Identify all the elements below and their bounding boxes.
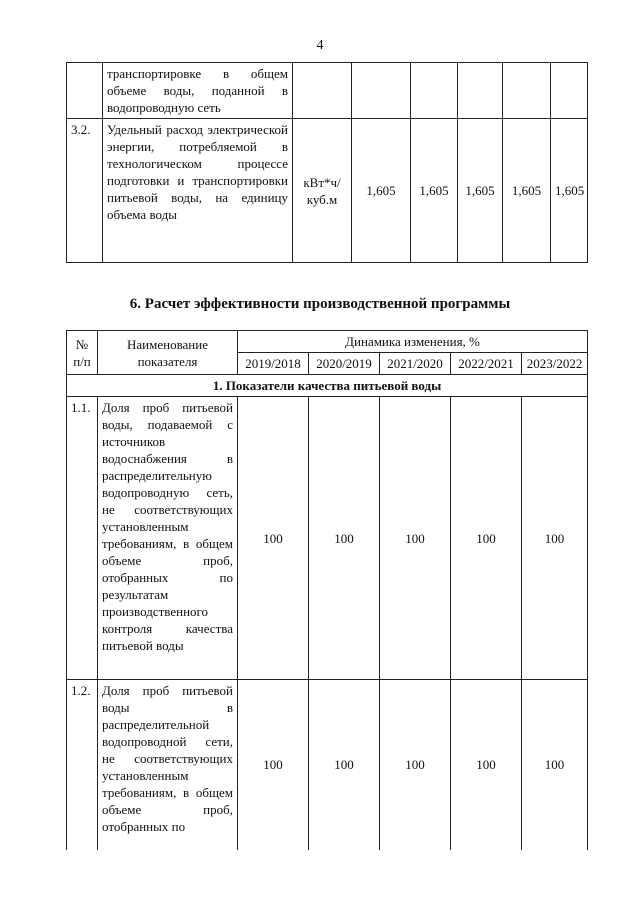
efficiency-table: [66, 330, 588, 850]
value-cell: 100: [522, 680, 588, 850]
table-row: [67, 119, 588, 263]
value-cell: 100: [309, 680, 380, 850]
value-cell: 100: [522, 397, 588, 680]
value-cell: 1,605: [503, 119, 551, 263]
value-cell: 100: [238, 397, 309, 680]
value-cell: 1,605: [352, 119, 411, 263]
value-cell: 100: [309, 397, 380, 680]
header-year: 2019/2018: [238, 353, 309, 375]
header-row: [67, 331, 588, 353]
header-year: 2020/2019: [309, 353, 380, 375]
value-cell: 1,605: [551, 119, 588, 263]
value-cell: 100: [380, 680, 451, 850]
row-number: 3.2.: [67, 119, 103, 263]
header-name: Наименование показателя: [98, 331, 238, 375]
group-title: 1. Показатели качества питьевой воды: [67, 375, 588, 397]
header-number: № п/п: [67, 331, 98, 375]
value-cell: [352, 63, 411, 119]
row-number: [67, 63, 103, 119]
group-row: [67, 375, 588, 397]
value-cell: 100: [451, 397, 522, 680]
value-cell: 100: [238, 680, 309, 850]
section-title: 6. Расчет эффективности производственной программы: [129, 296, 511, 312]
indicator-table-continuation: [66, 62, 588, 263]
table-row: [67, 680, 588, 850]
row-number: 1.2.: [67, 680, 98, 850]
page-number: 4: [316, 38, 324, 53]
value-cell: 1,605: [411, 119, 458, 263]
value-cell: 100: [451, 680, 522, 850]
value-cell: 100: [380, 397, 451, 680]
table-row: [67, 63, 588, 119]
header-year: 2023/2022: [522, 353, 588, 375]
table-row: [67, 397, 588, 680]
indicator-name: Удельный расход электрической энергии, потребляемой в технологическом процессе подготовки и транспортировки питьевой воды, на единицу объема воды: [103, 119, 293, 263]
row-number: 1.1.: [67, 397, 98, 680]
value-cell: [551, 63, 588, 119]
unit-cell: кВт*ч/ куб.м: [293, 119, 352, 263]
indicator-name: Доля проб питьевой воды, подаваемой с источников водоснабжения в распределительную водопроводную сеть, не соответствующих установленным требованиям, в общем объеме проб, отобранных по результатам производственного контроля качества питьевой воды: [98, 397, 238, 680]
indicator-name: транспортировке в общем объеме воды, поданной в водопроводную сеть: [103, 63, 293, 119]
header-dynamics: Динамика изменения, %: [238, 331, 588, 353]
value-cell: [458, 63, 503, 119]
unit-cell: [293, 63, 352, 119]
value-cell: [503, 63, 551, 119]
value-cell: [411, 63, 458, 119]
header-year: 2021/2020: [380, 353, 451, 375]
header-year: 2022/2021: [451, 353, 522, 375]
indicator-name: Доля проб питьевой воды в распределительной водопроводной сети, не соответствующих установленным требованиям, в общем объеме проб, отобранных по: [98, 680, 238, 850]
value-cell: 1,605: [458, 119, 503, 263]
